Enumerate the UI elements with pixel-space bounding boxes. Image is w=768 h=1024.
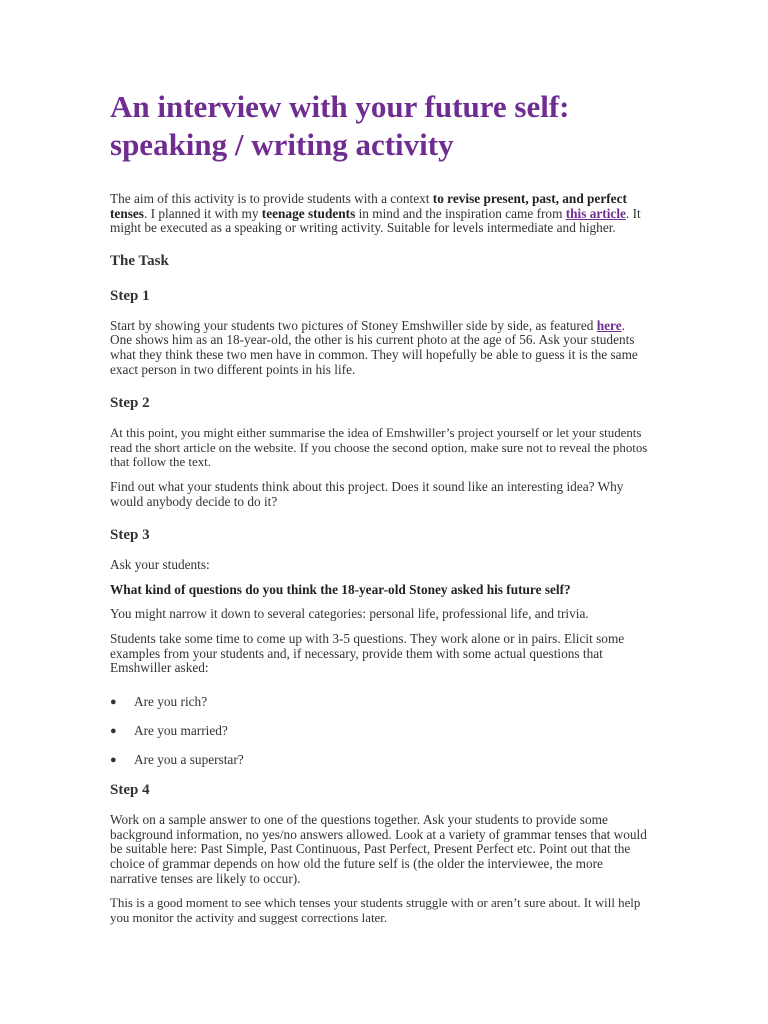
bullet-icon: ●	[110, 695, 117, 708]
article-body	[110, 88, 650, 925]
intro-bold-tenses: to revise present, past, and perfect tenses	[110, 191, 627, 221]
step-3-heading: Step 3	[110, 527, 150, 544]
bullet-icon: ●	[110, 724, 117, 737]
step-3-paragraph-3: Students take some time to come up with 3-5 questions. They work alone or in pairs. Elicit some examples from your students and, if necessary, provide them with some actual questions that Emshwiller asked:	[110, 630, 625, 676]
here-link[interactable]: here	[596, 317, 622, 333]
title-line-2: speaking / writing activity	[110, 127, 454, 162]
step-1-paragraph	[110, 319, 650, 377]
page-title	[110, 88, 650, 164]
step-4-paragraph-1: Work on a sample answer to one of the questions together. Ask your students to provide some background information, no yes/no answers allowed. Look at a variety of grammar tenses that would be suitable here: Past Simple, Past Continuous, Past Perfect, Present Perfect etc. Point out that the choice of grammar depends on how old the future self is (the older the interviewee, the more narrative tenses are likely to occur).	[110, 812, 647, 886]
intro-text: The aim of this activity is to provide students with a context	[110, 191, 433, 206]
step-1-heading: Step 1	[110, 287, 150, 304]
step-4-paragraph-2: This is a good moment to see which tenses your students struggle with or aren’t sure about. It will help you monitor the activity and suggest corrections later.	[110, 896, 641, 925]
step-1-text: Start by showing your students two pictures of Stoney Emshwiller side by side, as featured	[110, 317, 597, 333]
question-list	[110, 695, 650, 768]
list-item	[110, 724, 650, 739]
step-4-heading: Step 4	[110, 782, 150, 799]
intro-text: in mind and the inspiration came from	[355, 205, 566, 221]
list-item	[110, 695, 650, 710]
intro-paragraph	[110, 192, 650, 236]
step-2-paragraph-1: At this point, you might either summarise the idea of Emshwiller’s project yourself or let your students read the short article on the website. If you choose the second option, make sure not to reveal the photos that follow the text.	[110, 426, 648, 470]
step-3-paragraph-2: You might narrow it down to several categories: personal life, professional life, and trivia.	[110, 606, 589, 622]
list-item-text: Are you rich?	[134, 693, 208, 709]
step-2-heading: Step 2	[110, 395, 150, 412]
task-heading: The Task	[110, 252, 169, 269]
intro-bold-students: teenage students	[261, 205, 356, 221]
list-item	[110, 753, 650, 768]
intro-text: . It might be executed as a speaking or writing activity. Suitable for levels intermediate and higher.	[110, 205, 641, 236]
title-line-1: An interview with your future self:	[110, 89, 570, 124]
intro-text: . I planned it with my	[143, 205, 262, 221]
step-1-text: . One shows him as an 18-year-old, the other is his current photo at the age of 56. Ask your students what they think these two men have in common. They will hopefully be able to guess it is the same exact person in two different points in his life.	[110, 317, 638, 377]
step-2-paragraph-2: Find out what your students think about this project. Does it sound like an interesting idea? Why would anybody decide to do it?	[110, 478, 624, 509]
list-item-text: Are you married?	[134, 722, 228, 738]
bullet-icon: ●	[110, 754, 117, 767]
this-article-link[interactable]: this article	[565, 205, 626, 221]
list-item-text: Are you a superstar?	[134, 752, 244, 768]
step-3-question	[110, 583, 650, 598]
step-3-question-text: What kind of questions do you think the 18-year-old Stoney asked his future self?	[110, 581, 571, 597]
step-3-paragraph-1: Ask your students:	[110, 557, 210, 573]
